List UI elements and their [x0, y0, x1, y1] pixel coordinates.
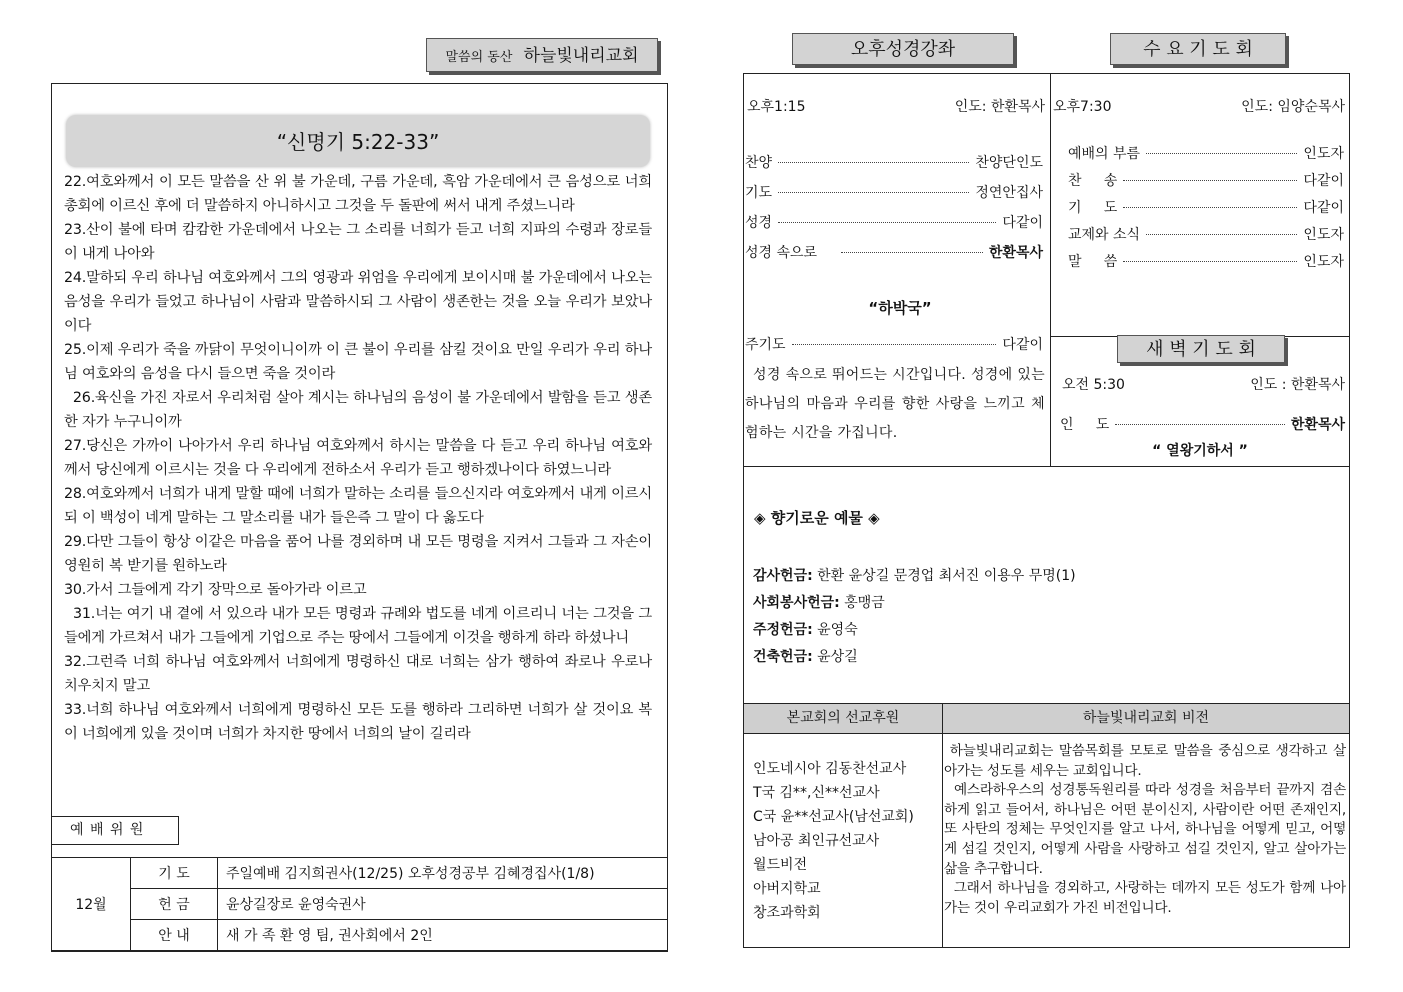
afternoon-leader: 인도: 한환목사	[954, 99, 1045, 115]
order-item	[745, 242, 1043, 272]
header-tag-small: 말씀의 동산	[445, 50, 513, 65]
church-name-tag	[426, 38, 658, 72]
order-item	[1068, 170, 1344, 197]
order-who: 인도자	[1303, 227, 1344, 243]
order-item	[1068, 143, 1344, 170]
offering-list	[753, 563, 1076, 671]
afternoon-topic: “하박국”	[868, 299, 932, 317]
order-item	[745, 212, 1043, 242]
afternoon-section	[747, 96, 1045, 116]
list-item: 월드비전	[753, 857, 808, 873]
order-who: 다같이	[1303, 173, 1344, 189]
order-label: 기도	[745, 185, 773, 201]
verse-24: 24.말하되 우리 하나님 여호와께서 그의 영광과 위엄을 우리에게 보이시매 불 가운데에서 나오는 음성을 우리가 들었고 하나님이 사람과 말씀하시되 그 사람이 생존한는 것을 오늘 우리가 보았나이다	[64, 270, 652, 334]
order-who: 다같이	[1002, 215, 1043, 231]
order-who: 한환목사	[988, 245, 1043, 261]
dawn-time: 오전 5:30	[1062, 377, 1125, 393]
order-item	[745, 182, 1043, 212]
dawn-time-line	[1062, 374, 1345, 394]
verse-22: 22.여호와께서 이 모든 말씀을 산 위 불 가운데, 구름 가운데, 흑암 가운데에서 큰 음성으로 너희 총회에 이르신 후에 더 말씀하지 아니하시고 그것을 두 돌판에 써서 내게 주셨느니라	[64, 174, 652, 214]
order-label: 주기도	[745, 337, 786, 353]
order-label: 성경 속으로	[745, 245, 818, 261]
wednesday-leader: 인도: 임양순목사	[1241, 99, 1345, 115]
list-item: T국 김**,신**선교사	[753, 785, 880, 801]
missions-heading: 본교회의 선교후원	[786, 710, 900, 726]
verse-27: 27.당신은 가까이 나아가서 우리 하나님 여호와께서 하시는 말씀을 다 듣고 우리 하나님 여호와께서 당신에게 이르시는 것을 다 우리에게 전하소서 우리가 듣고 행하겠나이다 하였느니라	[64, 438, 652, 478]
vision-text: 하늘빛내리교회는 말씀목회를 모토로 말씀을 중심으로 생각하고 살아가는 성도를 세우는 교회입니다. 예스라하우스의 성경통독원리를 따라 성경을 처음부터 끝까지 겸손하게 읽고 들어서, 하나님은 어떤 분이신지, 사람이란 어떤 존재인지, 또 사탄의 정체는 무엇인지를 알고 나서, 하나님을 어떻게 믿고, 어떻게 섬길 것인지, 어떻게 사람을 사랑하고 섬길 것인지, 알고 살아가는 삶을 추구합니다. 그래서 하나님을 경외하고, 사랑하는 데까지 모든 성도가 함께 나아가는 것이 우리교회가 가진 비전입니다.	[944, 743, 1346, 916]
duty-table	[51, 857, 668, 951]
order-item	[1060, 414, 1345, 434]
verse-30: 30.가서 그들에게 각기 장막으로 돌아가라 이르고	[64, 582, 367, 598]
wednesday-title: 수 요 기 도 회	[1143, 39, 1253, 60]
duty-role: 기 도	[131, 858, 218, 889]
duty-role: 헌 금	[131, 889, 218, 920]
divider	[942, 703, 943, 948]
offering-names: 홍맹금	[844, 595, 885, 611]
order-label: 예배의 부름	[1068, 146, 1141, 162]
wednesday-order	[1068, 143, 1344, 278]
afternoon-desc: 성경 속으로 뛰어드는 시간입니다. 성경에 있는 하나님의 마음과 우리를 향한 사랑을 느끼고 체험하는 시간을 가집니다.	[745, 367, 1045, 441]
dawn-title: 새 벽 기 도 회	[1146, 339, 1256, 360]
duty-text: 새 가 족 환 영 팀, 권사회에서 2인	[218, 920, 668, 951]
duty-text: 윤상길장로 윤영숙권사	[218, 889, 668, 920]
order-label: 찬양	[745, 155, 773, 171]
order-item	[745, 152, 1043, 182]
leader-dots	[841, 252, 983, 253]
leader-dots	[1123, 180, 1297, 181]
dawn-title-tag	[1117, 335, 1285, 363]
verse-32: 32.그런즉 너희 하나님 여호와께서 너희에게 명령하신 대로 너희는 삼가 행하여 좌로나 우로나 치우치지 말고	[64, 654, 652, 694]
dawn-topic: “ 열왕기하서 ”	[1152, 443, 1248, 459]
list-item: 아버지학교	[753, 881, 821, 897]
order-item	[745, 334, 1043, 354]
wednesday-time-row	[1053, 96, 1345, 116]
afternoon-order	[745, 152, 1043, 272]
offering-names: 한환 윤상길 문경업 최서진 이용우 무명(1)	[817, 568, 1076, 584]
leader-dots	[1115, 424, 1285, 425]
header-tag-big: 하늘빛내리교회	[523, 46, 639, 66]
order-who: 정연안집사	[975, 185, 1043, 201]
order-who: 인도자	[1303, 254, 1344, 270]
leader-dots	[1123, 207, 1297, 208]
scripture-text	[64, 170, 652, 746]
leader-dots	[1123, 261, 1297, 262]
order-label: 찬 송	[1068, 173, 1118, 189]
order-item	[1068, 251, 1344, 278]
verse-31: 31.너는 여기 내 곁에 서 있으라 내가 모든 명령과 규례와 법도를 네게 이르리니 너는 그것을 그들에게 가르쳐서 내가 그들에게 기업으로 주는 땅에서 그들에게 이것을 행하게 하라 하셨나니	[64, 606, 652, 646]
order-label: 기 도	[1068, 200, 1118, 216]
verse-25: 25.이제 우리가 죽을 까닭이 무엇이니이까 이 큰 불이 우리를 삼킬 것이요 만일 우리가 우리 하나님 여호와의 음성을 다시 들으면 죽을 것이라	[64, 342, 652, 382]
offering-label: 건축헌금:	[753, 649, 813, 665]
missions-list	[753, 757, 914, 925]
duty-label: 예 배 위 원	[70, 822, 145, 838]
dawn-time-row	[1062, 374, 1345, 394]
order-who: 다같이	[1002, 337, 1043, 353]
leader-dots	[778, 162, 969, 163]
vision-heading: 하늘빛내리교회 비전	[1082, 710, 1210, 726]
duty-month: 12월	[52, 858, 131, 951]
sermon-title-bar	[66, 115, 650, 167]
divider	[743, 733, 1350, 734]
order-who: 찬양단인도	[975, 155, 1043, 171]
list-item: 남아공 최인규선교사	[753, 833, 880, 849]
table-row	[52, 889, 668, 920]
dawn-leader-row	[1060, 414, 1345, 434]
list-item: 인도네시아 김동찬선교사	[753, 761, 907, 777]
verse-29: 29.다만 그들이 항상 이같은 마음을 품어 나를 경외하며 내 모든 명령을 지켜서 그들과 그 자손이 영원히 복 받기를 원하노라	[64, 534, 652, 574]
leader-dots	[778, 192, 969, 193]
offering-label: 사회봉사헌금:	[753, 595, 840, 611]
order-who: 한환목사	[1290, 417, 1345, 433]
dawn-leader: 인도 : 한환목사	[1250, 377, 1345, 393]
wednesday-section	[1053, 96, 1345, 116]
divider	[743, 466, 1350, 467]
sermon-title: “신명기 5:22-33”	[276, 130, 440, 154]
wednesday-time: 오후7:30	[1053, 99, 1112, 115]
verse-23: 23.산이 불에 타며 캄캄한 가운데에서 나오는 그 소리를 너희가 듣고 너희 지파의 수령과 장로들이 내게 나아와	[64, 222, 652, 262]
leader-dots	[1146, 234, 1297, 235]
leader-dots	[778, 222, 996, 223]
verse-28: 28.여호와께서 너희가 내게 말할 때에 너희가 말하는 소리를 들으신지라 여호와께서 내게 이르시되 이 백성이 네게 말하는 그 말소리를 내가 들은즉 그 말이 다 옳도다	[64, 486, 652, 526]
list-item	[753, 617, 1076, 644]
offering-names: 윤상길	[817, 649, 858, 665]
table-row	[52, 858, 668, 889]
offering-heading: ◈ 향기로운 예물 ◈	[754, 509, 880, 527]
verse-33: 33.너희 하나님 여호와께서 너희에게 명령하신 모든 도를 행하라 그리하면 너희가 살 것이요 복이 너희에게 있을 것이며 너희가 차지한 땅에서 너희의 날이 길리라	[64, 702, 652, 742]
duty-text: 주일예배 김지희권사(12/25) 오후성경공부 김혜경집사(1/8)	[218, 858, 668, 889]
order-who: 다같이	[1303, 200, 1344, 216]
afternoon-title: 오후성경강좌	[850, 39, 956, 60]
offering-label: 감사헌금:	[753, 568, 813, 584]
order-label: 성경	[745, 215, 773, 231]
offering-label: 주정헌금:	[753, 622, 813, 638]
list-item	[753, 644, 1076, 671]
order-item	[1068, 224, 1344, 251]
order-who: 인도자	[1303, 146, 1344, 162]
order-label: 말 씀	[1068, 254, 1118, 270]
divider	[1050, 73, 1051, 466]
table-row	[52, 920, 668, 951]
duty-label-box	[51, 816, 179, 845]
offering-names: 윤영숙	[817, 622, 858, 638]
order-item	[1068, 197, 1344, 224]
leader-dots	[792, 344, 997, 345]
wednesday-title-tag	[1110, 33, 1286, 65]
order-label: 인 도	[1060, 417, 1110, 433]
order-label: 교제와 소식	[1068, 227, 1141, 243]
list-item	[753, 563, 1076, 590]
afternoon-time-row	[747, 96, 1045, 116]
list-item: 창조과학회	[753, 905, 821, 921]
duty-role: 안 내	[131, 920, 218, 951]
jugido-row	[745, 334, 1043, 354]
list-item: C국 윤**선교사(남선교회)	[753, 809, 914, 825]
list-item	[753, 590, 1076, 617]
leader-dots	[1146, 153, 1297, 154]
verse-26: 26.육신을 가진 자로서 우리처럼 살아 계시는 하나님의 음성이 불 가운데에서 발함을 듣고 생존한 자가 누구니이까	[64, 390, 652, 430]
afternoon-time: 오후1:15	[747, 99, 806, 115]
afternoon-title-tag	[792, 33, 1014, 65]
